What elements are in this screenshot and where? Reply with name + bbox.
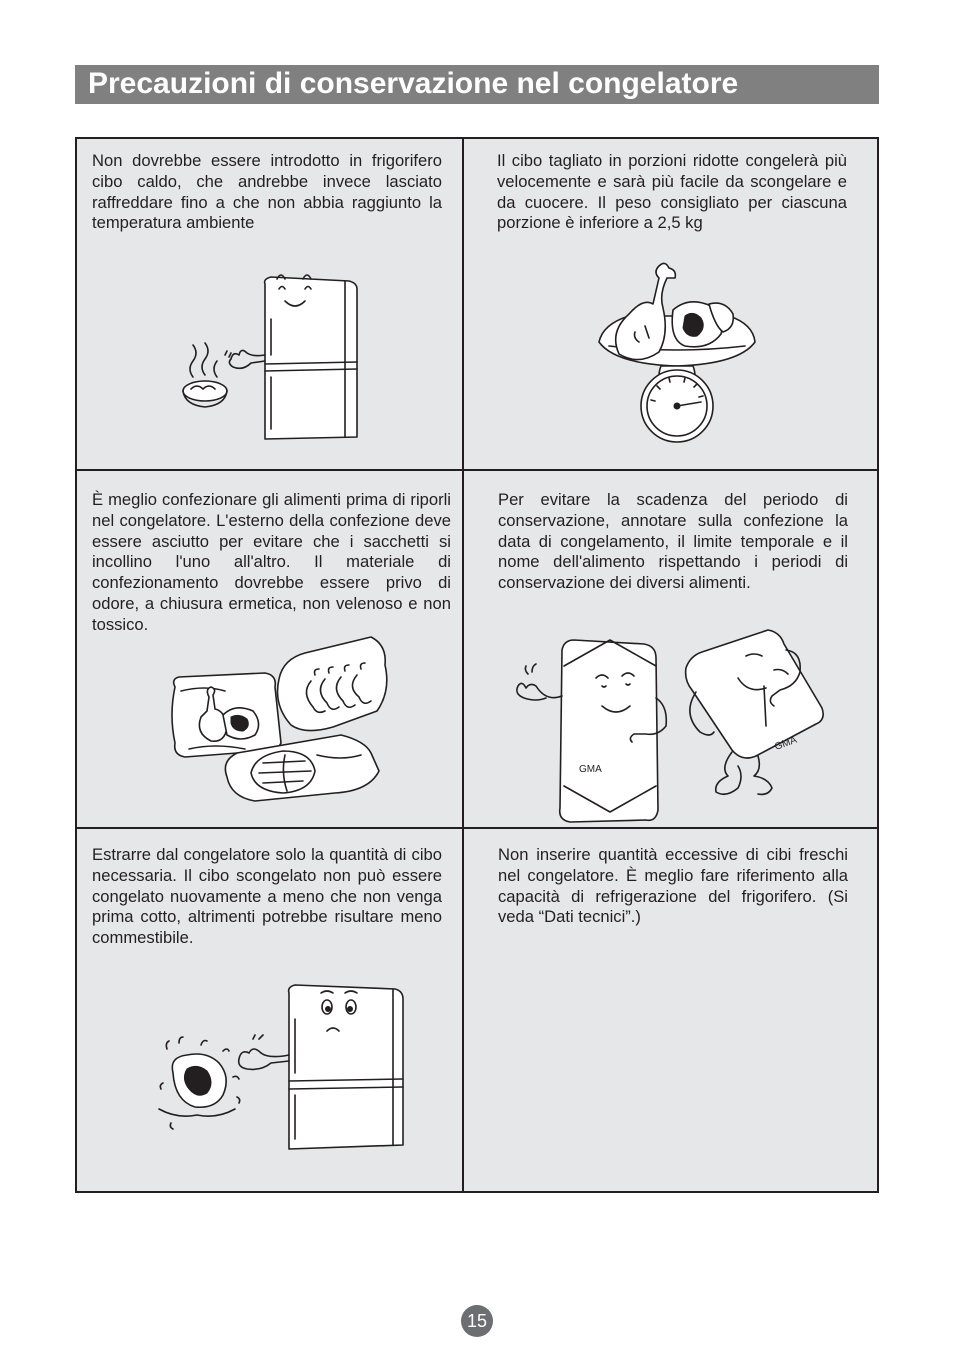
tip-text: Non inserire quantità eccessive di cibi freschi nel congelatore. È meglio fare riferimento alla capacità di refrigerazione del frigorifero. (Si veda “Dati tecnici”.) xyxy=(498,845,848,927)
fridge-thawed-meat-illustration xyxy=(157,959,407,1159)
tip-text: È meglio confezionare gli alimenti prima di riporli nel congelatore. L'esterno della confezione deve essere asciutto per evitare che i sacchetti si incollino l'uno all'altro. Il materiale di confezionamento dovrebbe essere privo di odore, a chiusura ermetica, non velenoso e non tossico. xyxy=(92,490,451,634)
page-number-badge: 15 xyxy=(461,1305,493,1337)
tip-cell-labelling xyxy=(464,471,879,827)
package-label: GMA xyxy=(773,734,799,753)
tip-text: Estrarre dal congelatore solo la quantità di cibo necessaria. Il cibo scongelato non può essere congelato nuovamente a meno che non venga prima cotto, altrimenti potrebbe risultare meno commestibile. xyxy=(92,845,442,948)
tip-cell-fresh-food xyxy=(464,829,879,1193)
package-label: GMA xyxy=(579,764,602,775)
tip-cell-hot-food xyxy=(77,139,462,469)
wrapped-food-illustration xyxy=(165,631,390,806)
tips-grid xyxy=(75,137,879,1193)
tip-text: Per evitare la scadenza del periodo di conservazione, annotare sulla confezione la data di congelamento, il limite temporale e il nome dell'alimento rispettando i periodi di conservazione dei diversi alimenti. xyxy=(498,490,848,593)
tip-cell-packaging xyxy=(77,471,462,827)
tip-cell-portions xyxy=(464,139,879,469)
labelled-packages-illustration xyxy=(506,626,836,826)
page-title: Precauzioni di conservazione nel congelatore xyxy=(88,67,739,100)
tip-text: Il cibo tagliato in porzioni ridotte congelerà più velocemente e sarà più facile da scongelare e da cuocere. Il peso consigliato per ciascuna porzione è inferiore a 2,5 kg xyxy=(497,151,847,233)
scale-meat-illustration xyxy=(589,254,764,444)
tip-text: Non dovrebbe essere introdotto in frigorifero cibo caldo, che andrebbe invece lasciato raffreddare fino a che non abbia raggiunto la temperatura ambiente xyxy=(92,151,442,233)
title-bar xyxy=(75,65,879,104)
tip-cell-thawing xyxy=(77,829,462,1193)
fridge-hot-food-illustration xyxy=(167,259,377,449)
